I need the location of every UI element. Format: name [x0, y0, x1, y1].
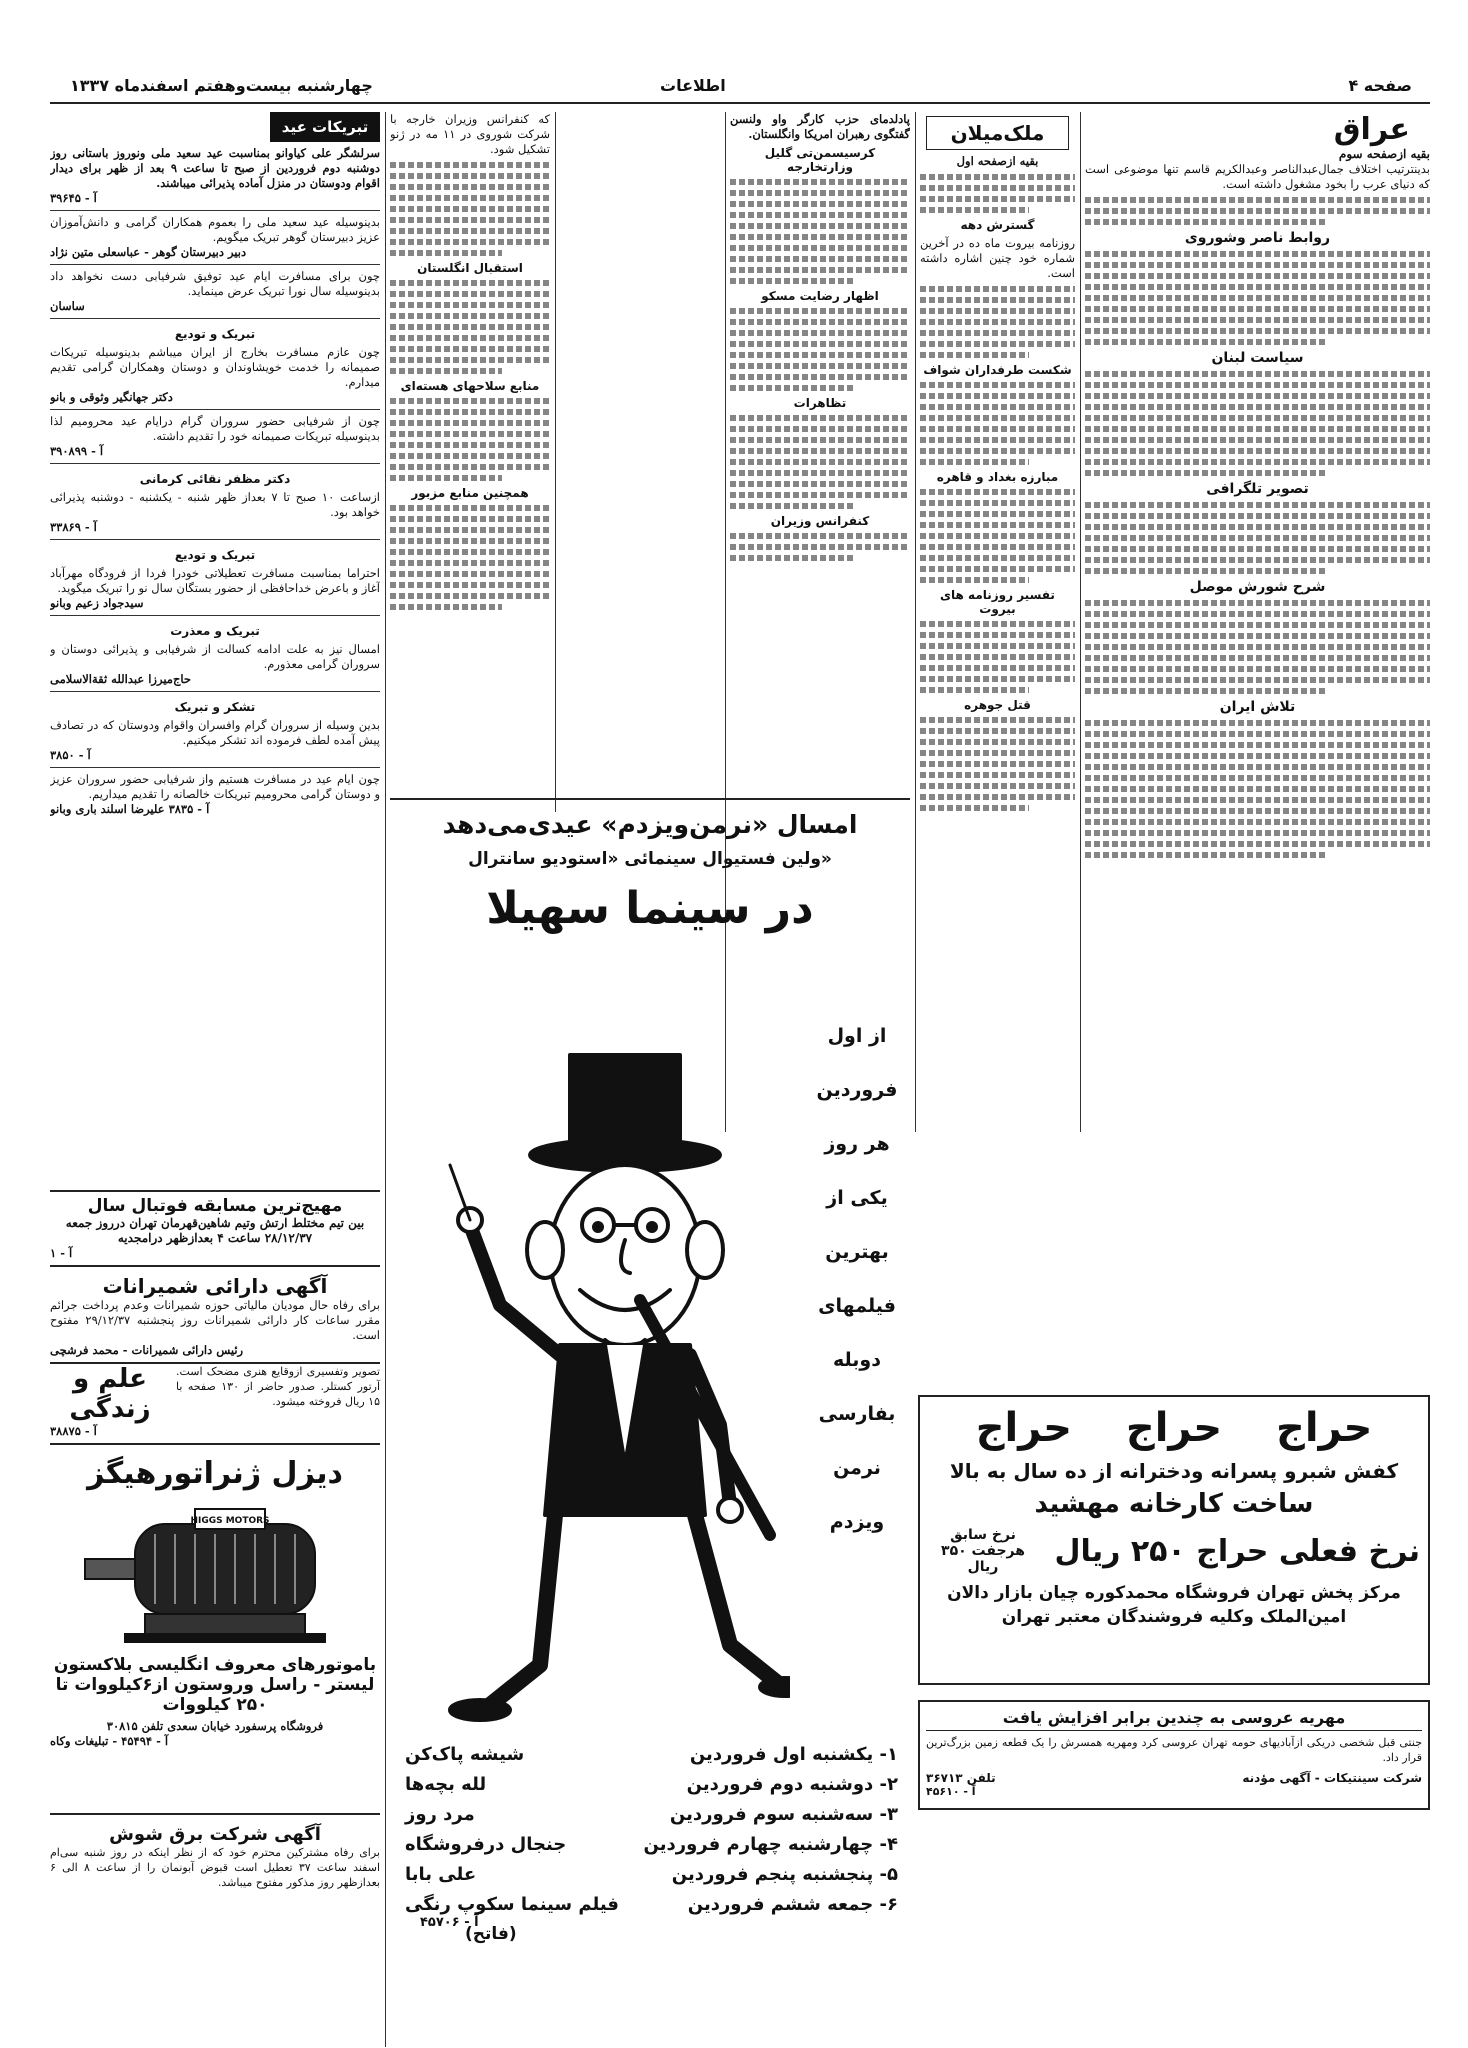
- football-ad: [50, 1190, 380, 1267]
- wedding-signature: شرکت سینتیکات - آگهی مؤدنه: [1242, 1771, 1422, 1785]
- cinema-ad-code: آ - ۴۵۷۰۶: [420, 1915, 479, 1930]
- vertical-line: فیلمهای: [818, 1295, 896, 1317]
- milan-title: ملک‌میلان: [926, 116, 1069, 150]
- iraq-head-2: سیاست لبنان: [1211, 350, 1304, 366]
- schedule-row: ۶- جمعه ششم فروردین فیلم سینما سکوپ رنگی: [405, 1894, 898, 1915]
- electric-body: برای رفاه مشترکین محترم خود که از نظر اینکه در روز شنبه سی‌ام اسفند ساعت ۳۷ تعطیل است قبوض آبونمان را از ساعت ۸ الی ۶ بعدازظهر روز مذکور مفتوح میباشد.: [50, 1846, 381, 1889]
- milan-head-2: شکست طرفداران شواف: [923, 363, 1072, 377]
- issue-date: چهارشنبه بیست‌وهفتم اسفندماه ۱۳۳۷: [70, 76, 373, 95]
- milan-head-1: گسترش دهه: [960, 218, 1035, 232]
- greeting-item: تبریک و معذرت امسال نیز به علت ادامه کسالت از شرفیابی و پذیرائی دوستان و سروران گرامی معذورم. حاج‌میرزا عبدالله ثقةالاسلامی: [50, 616, 380, 692]
- magazine-body: تصویر وتفسیری ازوقایع هنری مضحک است. آرتور کستلر. صدور حاضر از ۱۳۰ صفحه با ۱۵ ریال فروخته میشود.: [176, 1365, 381, 1408]
- shemiran-body: برای رفاه حال مودیان مالیاتی حوزه شمیرانات وعدم پرداخت جرائم مقرر ساعات کار دارائی شمیرانات روز پنجشنبه ۲۹/۱۲/۳۷ مفتوح است.: [50, 1298, 381, 1342]
- vertical-line: از اول: [827, 1025, 887, 1047]
- iraq-subtitle: بقیه ازصفحه سوم: [1338, 147, 1430, 161]
- shemiran-code: رئیس دارائی شمیرانات - محمد فرشچی: [50, 1343, 244, 1357]
- diesel-footer: فروشگاه پرسفورد خیابان سعدی تلفن ۳۰۸۱۵: [106, 1719, 324, 1733]
- diesel-title: دیزل ژنراتورهیگز: [87, 1456, 343, 1491]
- electric-title: آگهی شرکت برق شوش: [109, 1824, 321, 1845]
- magazine-code: آ - ۳۸۸۷۵: [50, 1424, 97, 1438]
- film-schedule: [405, 1740, 898, 1944]
- wedding-body: جنتی قبل شخصی دریکی ازآبادیهای حومه تهران عروسی کرد ومهریه همسرش را یک قطعه زمین بزرگ‌ترین قرار داد.: [926, 1736, 1422, 1764]
- mid-head-1: استقبال انگلستان: [417, 261, 523, 275]
- greeting-item: دکتر مظفر نقائی کرمانی ازساعت ۱۰ صبح تا ۷ بعداز ظهر شنبه - یکشنبه - دوشنبه پذیرائی خواهد بود. آ - ۳۳۸۶۹: [50, 464, 380, 540]
- football-title: مهیج‌ترین مسابقه فوتبال سال: [87, 1196, 343, 1216]
- shemiran-ad: [50, 1270, 380, 1364]
- greeting-item: چون ایام عید در مسافرت هستیم واز شرفیابی حضور سروران عزیز و دوستان گرامی محرومیم تبریکات خالصانه را تقدیم میداریم. آ - ۳۸۳۵ علیرضا اسلند باری وبانو: [50, 772, 380, 816]
- milan-head-3: مبارزه بغداد و قاهره: [936, 470, 1059, 484]
- london-head-2: اظهار رضایت مسکو: [761, 289, 879, 303]
- vertical-line: ویزدم: [829, 1511, 885, 1533]
- wedding-ad: [918, 1700, 1430, 1810]
- caricature-illustration: [430, 1045, 790, 1745]
- iraq-head-3: تصویر تلگرافی: [1206, 481, 1309, 497]
- magazine-ad: [50, 1360, 380, 1445]
- vertical-line: بفارسی: [818, 1403, 896, 1425]
- auction-ad: [918, 1395, 1430, 1685]
- greeting-item: تبریک و تودیع احتراما بمناسبت مسافرت تعطیلاتی خودرا فردا از فرودگاه مهرآباد آغاز و باعرض خداحافظی از حضور بستگان سال نو را تبریک میگوید. سیدجواد زعیم وبانو: [50, 540, 380, 616]
- page-number: صفحه ۴: [1348, 76, 1412, 95]
- iraq-head-1: روابط ناصر وشوروی: [1184, 230, 1331, 246]
- london-column: [730, 112, 910, 802]
- shemiran-title: آگهی دارائی شمیرانات: [102, 1274, 328, 1298]
- schedule-row: ۳- سه‌شنبه سوم فروردین مرد روز: [405, 1804, 898, 1825]
- iraq-body: بدینترتیب اختلاف جمال‌عبدالناصر وعبدالکریم قاسم تنها موضوعی است که دنیای عرب را بخود مشغول داشته است.: [1085, 162, 1430, 191]
- diesel-line1: باموتورهای معروف انگلیسی بلاکستون: [53, 1655, 377, 1675]
- cinema-footer: (فاتح): [465, 1924, 517, 1944]
- mid-column: [390, 112, 550, 802]
- vertical-line: هر روز: [824, 1133, 890, 1155]
- schedule-row: ۴- چهارشنبه چهارم فروردین جنجال درفروشگاه: [405, 1834, 898, 1855]
- cinema-ad: [390, 800, 910, 1944]
- vertical-line: نرمن: [833, 1457, 881, 1479]
- london-head-3: تظاهرات: [793, 396, 847, 410]
- newspaper-name: اطلاعات: [660, 76, 726, 95]
- london-lead: پادلدمای حزب کارگر واو ولنسن گفتگوی رهبران امریکا وانگلستان.: [730, 112, 910, 141]
- vertical-line: یکی از: [826, 1187, 888, 1209]
- milan-column: [920, 112, 1075, 1132]
- iraq-head-5: تلاش ایران: [1219, 699, 1296, 715]
- mid-head-3: همچنین منابع مزبور: [411, 486, 529, 500]
- diesel-ad: [50, 1450, 380, 1815]
- generator-illustration: [65, 1499, 365, 1649]
- milan-body: روزنامه بیروت ماه ده در آخرین شماره خود چنین اشاره داشته است.: [920, 236, 1075, 280]
- cinema-vertical-text: [812, 1025, 902, 1533]
- auction-old-price: نرخ سابق هرجفت ۳۵۰ ریال: [941, 1527, 1025, 1575]
- wedding-phone: تلفن ۳۶۷۱۳: [926, 1771, 996, 1785]
- wedding-code: آ - ۴۵۶۱۰: [926, 1785, 976, 1798]
- auction-line3: مرکز پخش تهران فروشگاه محمدکوره چیان بازار دالان: [947, 1583, 1401, 1603]
- cinema-ad-line2: «ولین فستیوال سینمائی «استودیو سانترال: [468, 849, 832, 869]
- schedule-row: ۵- پنجشنبه پنجم فروردین علی بابا: [405, 1864, 898, 1885]
- mid-head-2: منابع سلاحهای هسته‌ای: [400, 379, 540, 393]
- greeting-item: تشکر و تبریک بدین وسیله از سروران گرام وافسران واقوام ودوستان که در تصادف پیش آمده لطف فرموده اند تشکر میکنیم. آ - ۳۸۵۰: [50, 692, 380, 768]
- milan-head-5: قتل جوهره: [964, 698, 1031, 712]
- diesel-line3: ۲۵۰ کیلووات: [162, 1695, 268, 1715]
- auction-line1: کفش شبرو پسرانه ودخترانه از ده سال به بالا: [949, 1459, 1399, 1483]
- auction-title: حراج حراج حراج: [975, 1405, 1373, 1451]
- iraq-column: [1085, 112, 1430, 1132]
- greetings-column: [50, 112, 380, 1187]
- electric-ad: [50, 1822, 380, 1892]
- auction-line2: ساخت کارخانه مهشید: [1034, 1489, 1314, 1519]
- milan-subtitle: بقیه ازصفحه اول: [956, 154, 1039, 168]
- masthead: [50, 70, 1430, 104]
- iraq-title: عراق: [1333, 112, 1410, 147]
- greeting-item: تبریک و تودیع چون عازم مسافرت بخارج از ایران میباشم بدینوسیله تبریکات صمیمانه را خدمت خویشاوندان و دوستان وهمکاران گرامی تقدیم میدارم. دکتر جهانگیر وثوقی و بانو: [50, 319, 380, 410]
- auction-new-price: نرخ فعلی حراج ۲۵۰ ریال: [1054, 1533, 1420, 1569]
- greeting-item: سرلشگر علی کیاوانو بمناسبت عید سعید ملی ونوروز باستانی روز دوشنبه دوم فروردین از صبح تا ساعت ۹ بعد از ظهر برای دیدار اقوام ودوستان در منزل آماده پذیرائی میباشند. آ - ۳۹۶۴۵: [50, 142, 380, 211]
- magazine-title: علم و زندگی: [69, 1364, 151, 1424]
- football-body: بین تیم مختلط ارتش وتیم شاهین‌قهرمان تهران درروز جمعه ۲۸/۱۲/۳۷ ساعت ۴ بعدازظهر درامجدیه: [65, 1216, 365, 1245]
- diesel-line2: لیستر - راسل وروستون از۶کیلووات تا: [55, 1675, 375, 1695]
- auction-line4: امین‌الملک وکلیه فروشندگان معتبر تهران: [1001, 1607, 1347, 1627]
- greeting-item: چون از شرفیابی حضور سروران گرام درایام عید محرومیم لذا بدینوسیله تبریکات صمیمانه خود را تقدیم داشته. آ - ۳۹۰۸۹۹: [50, 410, 380, 464]
- wedding-title: مهریه عروسی به چندین برابر افزایش یافت: [926, 1708, 1422, 1731]
- greetings-title: تبریکات عید: [270, 112, 380, 142]
- iraq-head-4: شرح شورش موصل: [1189, 579, 1326, 595]
- london-head-1: کرسیسمن‌تی گلیل وزارتخارجه: [764, 146, 876, 174]
- cinema-ad-line3: در سینما سهیلا: [486, 883, 814, 934]
- motor-label: HIGGS MOTORS: [190, 1516, 270, 1526]
- greeting-item: چون برای مسافرت ایام عید توفیق شرفیابی دست نخواهد داد بدینوسیله سال نورا تبریک عرض مینماید. ساسان: [50, 265, 380, 319]
- london-head-4: کنفرانس وزیران: [770, 514, 870, 528]
- vertical-line: دوبله: [833, 1349, 881, 1371]
- vertical-line: بهترین: [825, 1241, 889, 1263]
- milan-head-4: تفسیر روزنامه های بیروت: [940, 588, 1055, 616]
- mid-lead: که کنفرانس وزیران خارجه با شرکت شوروی در ۱۱ مه در ژنو تشکیل شود.: [390, 112, 550, 156]
- greeting-item: بدینوسیله عید سعید ملی را بعموم همکاران گرامی و دانش‌آموزان عزیز دبیرستان گوهر تبریک میگویم. دبیر دبیرستان گوهر - عباسعلی متین نژاد: [50, 211, 380, 265]
- schedule-row: ۱- یکشنبه اول فروردین شیشه پاک‌کن: [405, 1744, 898, 1765]
- cinema-ad-line1: امسال «نرمن‌ویزدم» عیدی‌می‌دهد: [442, 810, 858, 839]
- vertical-line: فروردین: [816, 1079, 898, 1101]
- schedule-row: ۲- دوشنبه دوم فروردین لله بچه‌ها: [405, 1774, 898, 1795]
- diesel-code: آ - ۴۵۴۹۴ - تبلیغات وکاه: [50, 1734, 169, 1748]
- football-code: آ - ۱: [50, 1246, 73, 1260]
